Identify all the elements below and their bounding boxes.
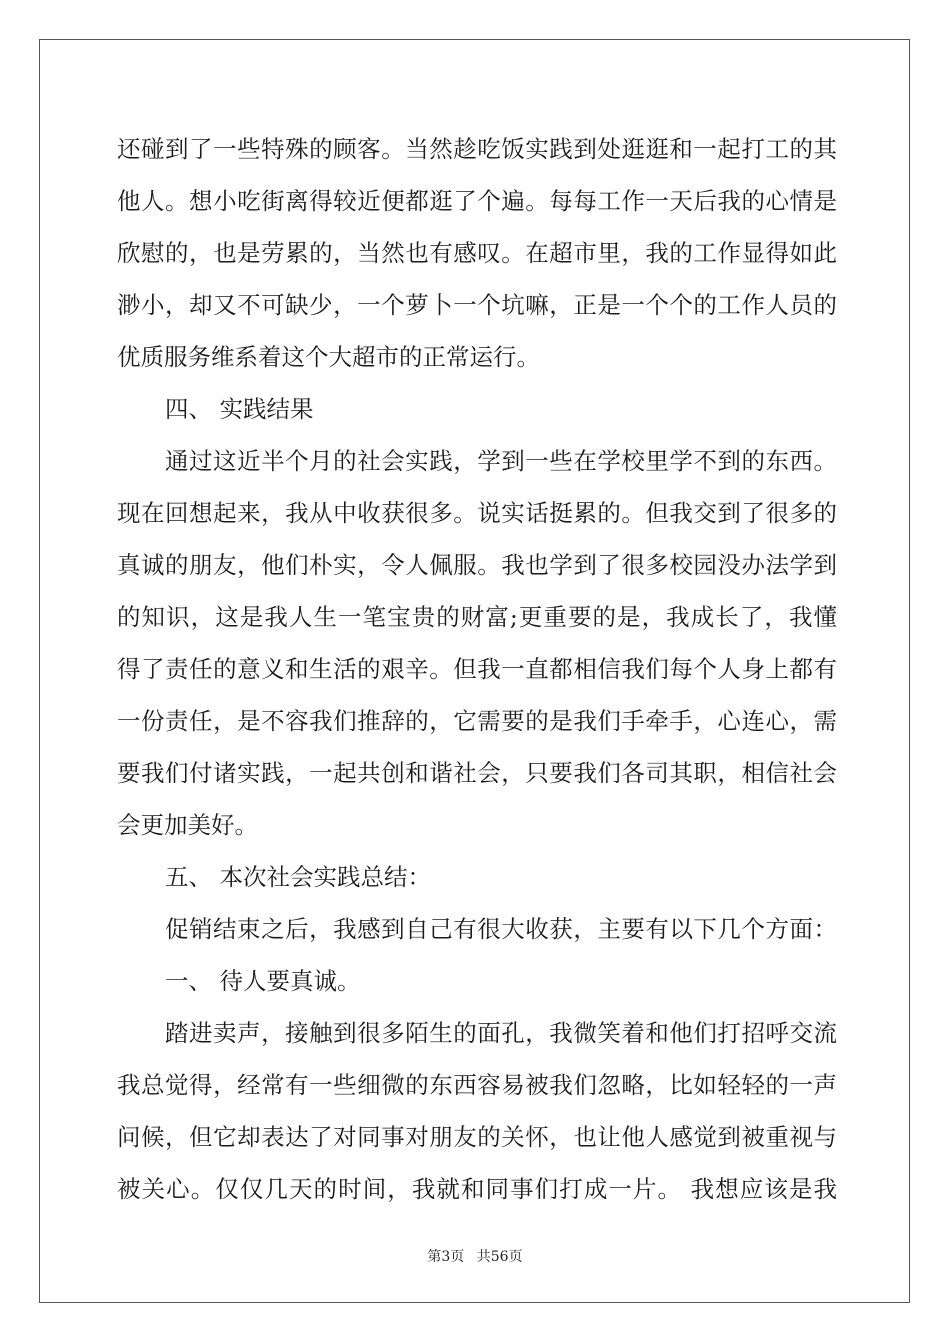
page-footer — [0, 1246, 950, 1266]
text-line-11: 得了责任的意义和生活的艰辛。但我一直都相信我们每个人身上都有 — [117, 655, 837, 683]
text-line-2: 他人。想小吃街离得较近便都逛了个遍。每每工作一天后我的心情是 — [117, 187, 837, 215]
text-line-3: 欣慰的，也是劳累的，当然也有感叹。在超市里，我的工作显得如此 — [117, 239, 837, 267]
text-line-19: 我总觉得，经常有一些细微的东西容易被我们忽略，比如轻轻的一声 — [117, 1071, 837, 1099]
text-line-1: 还碰到了一些特殊的顾客。当然趁吃饭实践到处逛逛和一起打工的其 — [117, 135, 837, 163]
subheading-sincerity: 一、 待人要真诚。 — [165, 967, 361, 995]
total-pages: 共56页 — [476, 1249, 523, 1265]
text-line-12: 一份责任，是不容我们推辞的，它需要的是我们手牵手，心连心，需 — [117, 707, 837, 735]
text-line-18: 踏进卖声，接触到很多陌生的面孔，我微笑着和他们打招呼交流 — [165, 1019, 837, 1047]
text-line-7: 通过这近半个月的社会实践，学到一些在学校里学不到的东西。 — [165, 447, 837, 475]
section-heading-summary: 五、 本次社会实践总结： — [165, 863, 431, 891]
text-line-5: 优质服务维系着这个大超市的正常运行。 — [117, 343, 540, 371]
section-heading-results: 四、 实践结果 — [165, 395, 314, 423]
text-line-8: 现在回想起来，我从中收获很多。说实话挺累的。但我交到了很多的 — [117, 499, 837, 527]
page-number: 第3页 — [427, 1249, 465, 1265]
text-line-13: 要我们付诸实践，一起共创和谐社会，只要我们各司其职，相信社会 — [117, 759, 837, 787]
text-line-10: 的知识，这是我人生一笔宝贵的财富;更重要的是，我成长了，我懂 — [117, 603, 837, 631]
text-line-14: 会更加美好。 — [117, 811, 258, 839]
text-line-21: 被关心。仅仅几天的时间，我就和同事们打成一片。 我想应该是我 — [117, 1175, 837, 1203]
text-line-9: 真诚的朋友，他们朴实，令人佩服。我也学到了很多校园没办法学到 — [117, 551, 837, 579]
text-line-4: 渺小，却又不可缺少，一个萝卜一个坑嘛，正是一个个的工作人员的 — [117, 291, 837, 319]
text-line-16: 促销结束之后，我感到自己有很大收获，主要有以下几个方面： — [165, 915, 837, 943]
document-body — [117, 123, 837, 1215]
text-line-20: 问候，但它却表达了对同事对朋友的关怀，也让他人感觉到被重视与 — [117, 1123, 837, 1151]
